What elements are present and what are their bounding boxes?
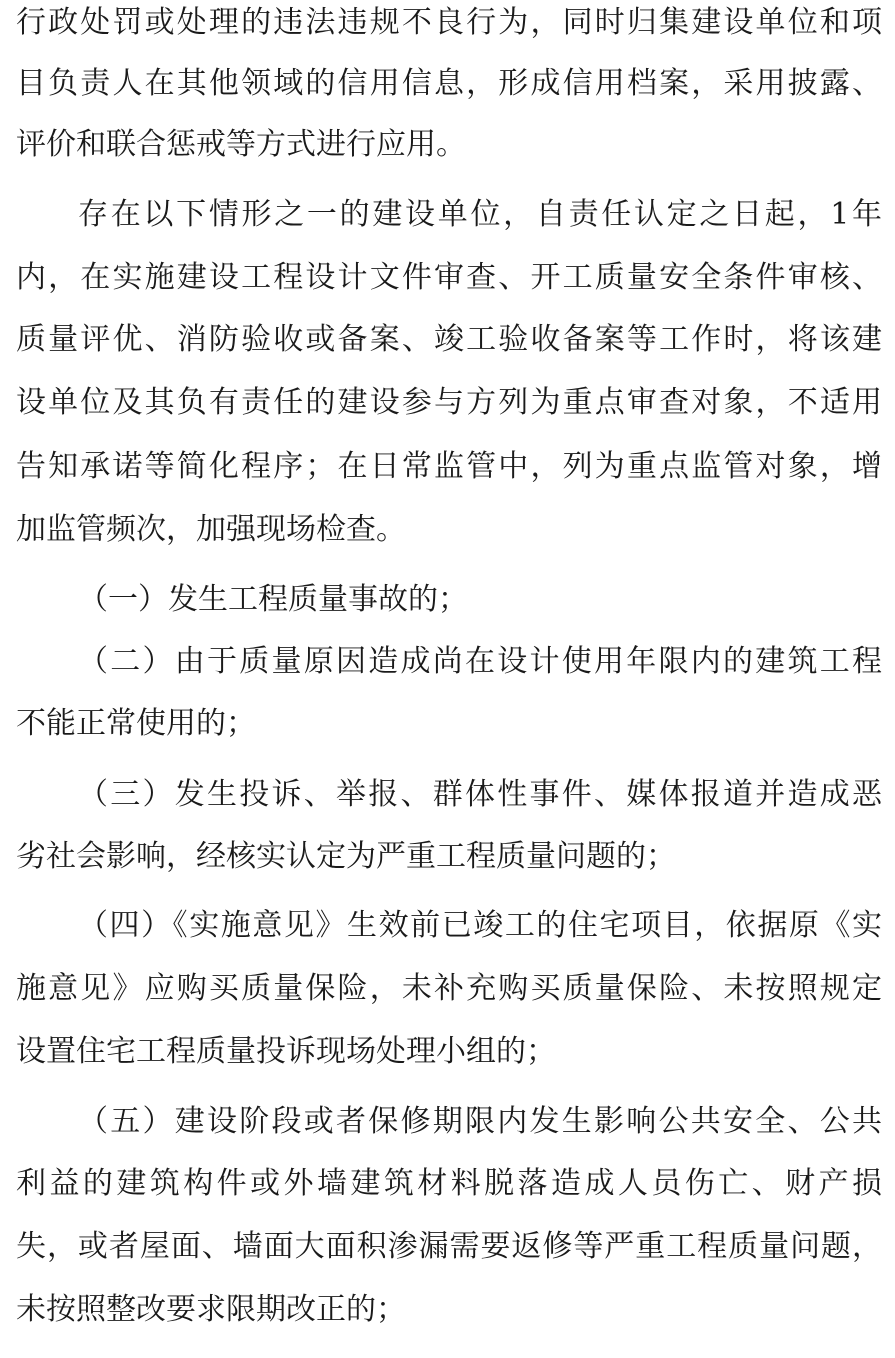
text-line: 设单位及其负有责任的建设参与方列为重点审查对象，不适用: [16, 385, 882, 420]
list-item-1: （一）发生工程质量事故的；: [78, 582, 468, 617]
text-line: 劣社会影响，经核实认定为严重工程质量问题的；: [16, 839, 676, 874]
list-item-3: （三）发生投诉、举报、群体性事件、媒体报道并造成恶: [78, 777, 882, 812]
text-line: 告知承诺等简化程序；在日常监管中，列为重点监管对象，增: [16, 449, 882, 484]
text-line: 设置住宅工程质量投诉现场处理小组的；: [16, 1034, 556, 1069]
list-item-5: （五）建设阶段或者保修期限内发生影响公共安全、公共: [78, 1104, 882, 1139]
text-line: 加监管频次，加强现场检查。: [16, 512, 406, 547]
text-line: 评价和联合惩戒等方式进行应用。: [16, 127, 466, 162]
text-line: 质量评优、消防验收或备案、竣工验收备案等工作时，将该建: [16, 322, 882, 357]
text-line: 行政处罚或处理的违法违规不良行为，同时归集建设单位和项: [16, 5, 882, 40]
text-line: 未按照整改要求限期改正的；: [16, 1292, 406, 1327]
text-line: 施意见》应购买质量保险，未补充购买质量保险、未按照规定: [16, 971, 882, 1006]
text-line: 失，或者屋面、墙面大面积渗漏需要返修等严重工程质量问题，: [16, 1229, 882, 1264]
text-line: 目负责人在其他领域的信用信息，形成信用档案，采用披露、: [16, 66, 882, 101]
text-line: 存在以下情形之一的建设单位，自责任认定之日起，1年: [78, 197, 882, 232]
text-line: 内，在实施建设工程设计文件审查、开工质量安全条件审核、: [16, 260, 882, 295]
text-line: 不能正常使用的；: [16, 706, 256, 741]
list-item-4: （四）《实施意见》生效前已竣工的住宅项目，依据原《实: [78, 908, 882, 943]
list-item-2: （二）由于质量原因造成尚在设计使用年限内的建筑工程: [78, 644, 882, 679]
text-line: 利益的建筑构件或外墙建筑材料脱落造成人员伤亡、财产损: [16, 1166, 882, 1201]
